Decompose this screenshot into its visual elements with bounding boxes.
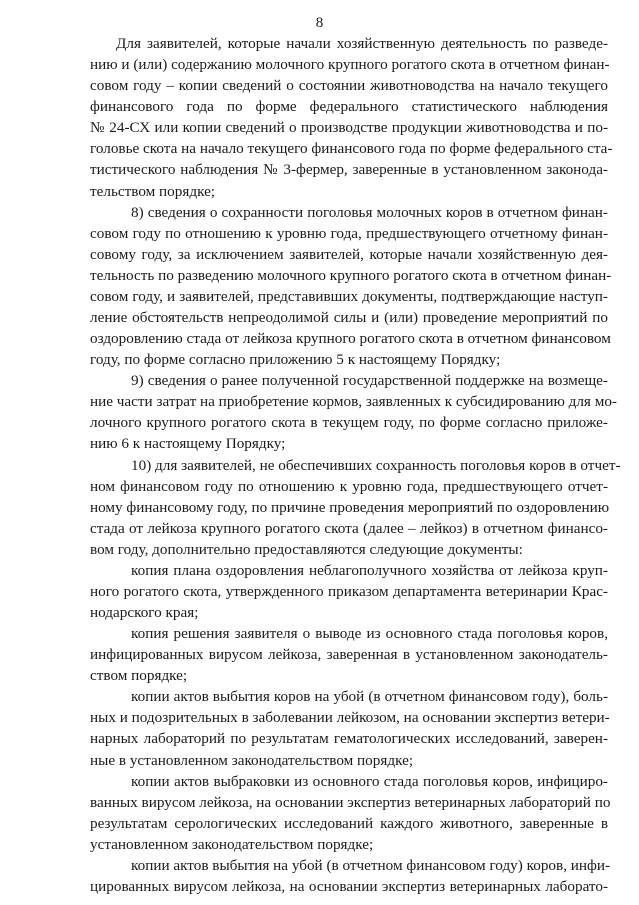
text-line: стада от лейкоза крупного рогатого скота (далее – лейкоз) в отчетном финансо- (90, 519, 608, 537)
text-line: тельством порядке; (90, 182, 216, 200)
text-line: нарных лабораторий по результатам гематологических исследований, заверен- (90, 730, 608, 748)
text-line: вом году, дополнительно предоставляются следующие документы: (90, 540, 523, 558)
text-line: ние части затрат на приобретение кормов, заявленных к субсидированию для мо- (90, 393, 617, 411)
text-line: ных и подозрительных в заболевании лейкозом, на основании экспертиз ветери- (90, 709, 610, 727)
text-line: № 24-СХ или копии сведений о производстве продукции животноводства и по- (90, 119, 608, 137)
text-line: 10) для заявителей, не обеспечивших сохранность поголовья коров в отчет- (131, 456, 621, 474)
text-line: копия решения заявителя о выводе из основного стада поголовья коров, (131, 625, 608, 642)
text-line: копия плана оздоровления неблагополучного хозяйства от лейкоза круп- (131, 561, 608, 579)
text-line: 9) сведения о ранее полученной государственной поддержке на возмеще- (131, 372, 608, 390)
text-line: совом году, и заявителей, представивших документы, подтверждающие наступ- (90, 287, 608, 305)
text-line: ному финансовому году, по причине проведения мероприятий по оздоровлению (90, 498, 610, 516)
text-line: совом году – копии сведений о состоянии животноводства на начало текущего (90, 77, 608, 95)
text-line: ление обстоятельств непреодолимой силы и (или) проведение мероприятий по (90, 309, 608, 326)
text-line: цированных вирусом лейкоза, на основании экспертиз ветеринарных лаборато- (90, 877, 608, 895)
text-line: копии актов выбраковки из основного стада поголовья коров, инфициро- (131, 772, 608, 790)
text-line: головье скота на начало текущего финансового года по форме федерального ста- (90, 140, 613, 158)
text-line: копии актов выбытия коров на убой (в отчетном финансовом году), боль- (131, 688, 608, 706)
text-line: совому году, за исключением заявителей, которые начали хозяйственную дея- (90, 245, 608, 263)
text-line: году, по форме согласно приложению 5 к настоящему Порядку; (90, 351, 501, 369)
text-line: Для заявителей, которые начали хозяйственную деятельность по разведе- (116, 35, 608, 52)
text-line: 8) сведения о сохранности поголовья молочных коров в отчетном финан- (131, 203, 608, 221)
text-line: ством порядке; (90, 667, 188, 685)
text-line: нию 6 к настоящему Порядку; (90, 435, 286, 453)
text-line: оздоровлению стада от лейкоза крупного рогатого скота в отчетном финансовом (90, 330, 611, 347)
text-line: ном финансовом году по отношению к уровню года, предшествующего отчет- (90, 477, 608, 495)
text-line: установленном законодательством порядке; (90, 835, 374, 853)
text-line: финансового года по форме федерального статистического наблюдения (90, 98, 608, 116)
text-line: ные в установленном законодательством порядке; (90, 751, 414, 769)
page-number: 8 (315, 15, 324, 31)
text-line: нодарского края; (90, 604, 199, 621)
text-line: инфицированных вирусом лейкоза, заверенная в установленном законодатель- (90, 646, 608, 664)
text-line: тельность по разведению молочного крупного рогатого скота в отчетном финан- (90, 266, 612, 284)
text-line: ванных вирусом лейкоза, на основании экспертиз ветеринарных лабораторий по (90, 793, 611, 811)
text-line: результатам серологических исследований каждого животного, заверенные в (90, 814, 608, 832)
text-line: лочного крупного рогатого скота в текущем году, по форме согласно приложе- (90, 414, 608, 432)
text-line: ного рогатого скота, утвержденного приказом департамента ветеринарии Крас- (90, 582, 608, 600)
text-line: совом году по отношению к уровню года, предшествующего отчетному финан- (90, 224, 608, 242)
text-line: копии актов выбытия на убой (в отчетном финансовом году) коров, инфи- (131, 856, 611, 874)
text-line: тистического наблюдения № 3-фермер, заверенные в установленном законода- (90, 161, 608, 179)
text-line: нию и (или) содержанию молочного крупного рогатого скота в отчетном финан- (90, 56, 610, 74)
